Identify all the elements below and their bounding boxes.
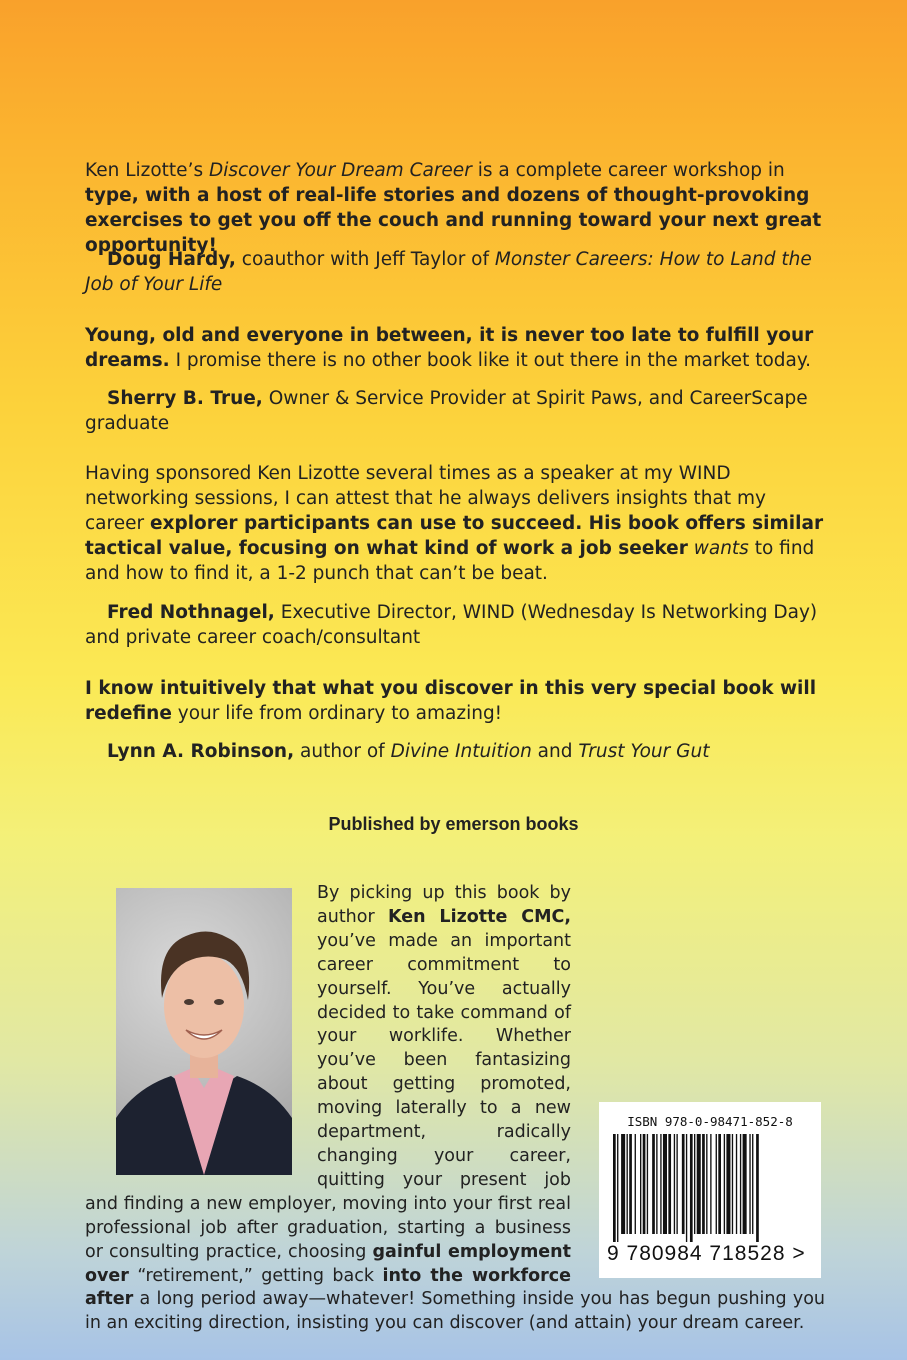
quote-1-attr-pre: coauthor with Jeff Taylor of: [235, 249, 495, 270]
bio-author: Ken Lizotte CMC,: [388, 906, 571, 927]
bio-mid-2: “retirement,” getting back: [128, 1265, 383, 1286]
quote-3-text: [85, 461, 830, 586]
quote-4-bold: I know intuitively that what you discover in this very special book will redefine: [85, 678, 817, 724]
quote-3-author: Fred Nothnagel,: [107, 602, 275, 623]
quote-2-author: Sherry B. True,: [107, 388, 263, 409]
quote-4-text: [85, 676, 830, 726]
quote-3-bold: explorer participants can use to succeed. His book offers similar tactical value, focusing on what kind of work a job seeker: [85, 513, 824, 559]
bio-bold-1: gainful employment over: [85, 1241, 571, 1286]
quote-2-text: [85, 323, 830, 373]
quote-2-attribution: [85, 386, 830, 436]
quote-3-pre: Having sponsored Ken Lizotte several times as a speaker at my WIND networking sessions, I can attest that he always delivers insights that my career: [85, 463, 766, 534]
quote-3-rest: to find and how to find it, a 1-2 punch that can’t be beat.: [85, 538, 815, 584]
bio-pre: By picking up this book by author: [317, 883, 571, 927]
quote-1-text: [85, 158, 830, 258]
photo-spacer: [85, 882, 317, 1182]
quote-4-attr-title-2: Trust Your Gut: [578, 741, 710, 762]
quote-3-attribution: [85, 600, 830, 650]
quote-1-mid: is a complete career workshop in: [471, 160, 785, 181]
quote-4-attr-and: and: [531, 741, 579, 762]
quote-4-rest: your life from ordinary to amazing!: [171, 703, 503, 724]
quote-1-author: Doug Hardy,: [107, 249, 236, 270]
isbn-barcode-box: [599, 1102, 821, 1278]
quote-4-attr-title-1: Divine Intuition: [390, 741, 532, 762]
quote-4-attribution: [85, 739, 830, 764]
isbn-label: ISBN 978-0-98471-852-8: [627, 1114, 793, 1129]
quote-1-attribution: [85, 247, 830, 297]
quote-4-attr-pre: author of: [294, 741, 391, 762]
barcode-digits: 9 780984 718528 >: [607, 1242, 806, 1265]
quote-1-attr-title: Monster Careers: How to Land the Job of Your Life: [85, 249, 812, 295]
quote-2-attr-rest: Owner & Service Provider at Spirit Paws, and CareerScape graduate: [85, 388, 808, 434]
quote-1-bold: type, with a host of real-life stories and dozens of thought-provoking exercises to get you off the couch and running toward your next great opportunity!: [85, 185, 822, 256]
barcode-icon: [609, 1134, 811, 1242]
publisher-line: Published by emerson books: [328, 814, 579, 834]
quote-1-book-title: Discover Your Dream Career: [208, 160, 472, 181]
quote-3-attr-rest: Executive Director, WIND (Wednesday Is Networking Day) and private career coach/consultant: [85, 602, 818, 648]
quote-2-bold: Young, old and everyone in between, it is never too late to fulfill your dreams.: [85, 325, 814, 371]
quote-1-pre: Ken Lizotte’s: [85, 160, 209, 181]
quote-3-em: wants: [693, 538, 749, 559]
quote-2-rest: I promise there is no other book like it out there in the market today.: [169, 350, 812, 371]
bio-mid: you’ve made an important career commitment to yourself. You’ve actually decided to take command of your worklife. Whether you’ve been fantasizing about getting promoted, moving laterally to a new department, radically changing your career, quitting your present job and finding a new employer, moving into your first real professional job after graduation, starting a business or consulting practice, choosing: [85, 930, 571, 1262]
quote-4-author: Lynn A. Robinson,: [107, 741, 295, 762]
bio-rest: a long period away—whatever! Something inside you has begun pushing you in an exciting direction, insisting you can discover (and attain) your dream career.: [85, 1289, 825, 1334]
bio-bold-2: into the workforce after: [85, 1265, 571, 1310]
